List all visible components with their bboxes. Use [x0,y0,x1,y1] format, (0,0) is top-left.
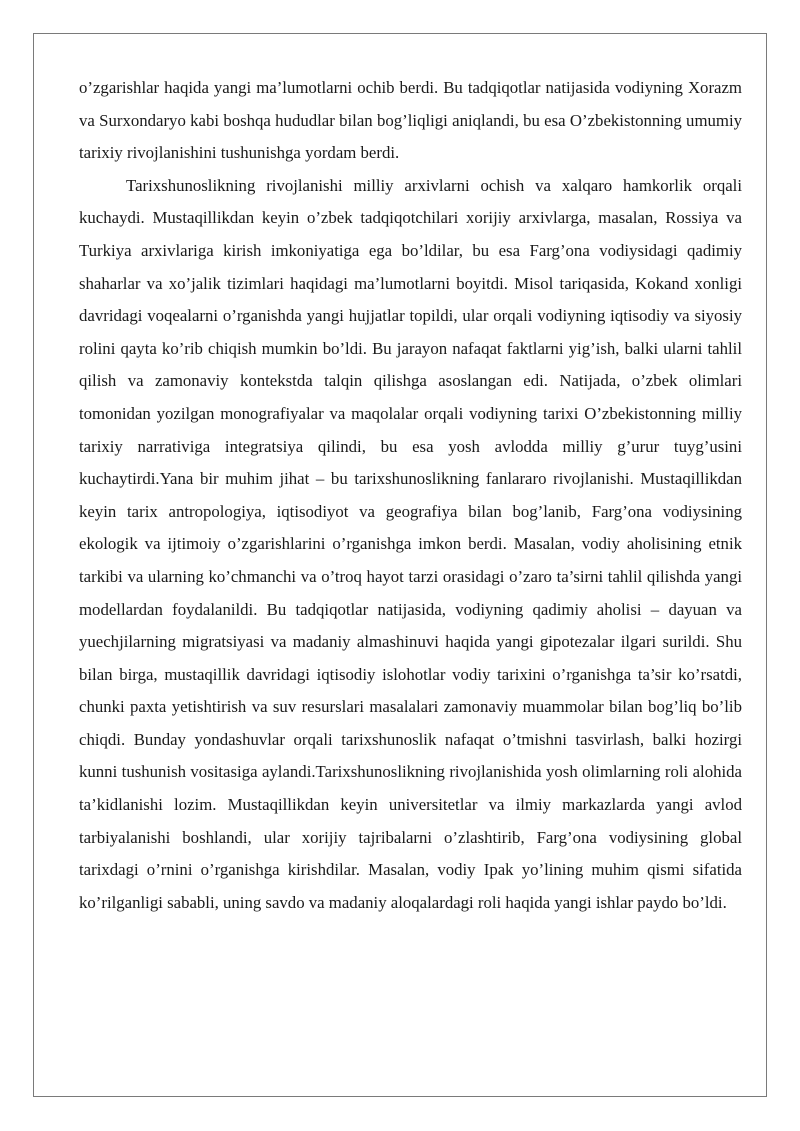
document-body [79,72,742,919]
paragraph-main: Tarixshunoslikning rivojlanishi milliy arxivlarni ochish va xalqaro hamkorlik orqali kuchaydi. Mustaqillikdan keyin o’zbek tadqiqotchilari xorijiy arxivlarga, masalan, Rossiya va Turkiya arxivlariga kirish imkoniyatiga ega bo’ldilar, bu esa Farg’ona vodiysidagi qadimiy shaharlar va xo’jalik tizimlari haqidagi ma’lumotlarni boyitdi. Misol tariqasida, Kokand xonligi davridagi voqealarni o’rganishda yangi hujjatlar topildi, ular orqali vodiyning iqtisodiy va siyosiy rolini qayta ko’rib chiqish mumkin bo’ldi. Bu jarayon nafaqat faktlarni yig’ish, balki ularni tahlil qilish va zamonaviy kontekstda talqin qilishga asoslangan edi. Natijada, o’zbek olimlari tomonidan yozilgan monografiyalar va maqolalar orqali vodiyning tarixi O’zbekistonning milliy tarixiy narrativiga integratsiya qilindi, bu esa yosh avlodda milliy g’urur tuyg’usini kuchaytirdi.Yana bir muhim jihat – bu tarixshunoslikning fanlararo rivojlanishi. Mustaqillikdan keyin tarix antropologiya, iqtisodiyot va geografiya bilan bog’lanib, Farg’ona vodiysining ekologik va ijtimoiy o’zgarishlarini o’rganishga imkon berdi. Masalan, vodiy aholisining etnik tarkibi va ularning ko’chmanchi va o’troq hayot tarzi orasidagi o’zaro ta’sirni tahlil qilishda yangi modellardan foydalanildi. Bu tadqiqotlar natijasida, vodiyning qadimiy aholisi – dayuan va yuechjilarning migratsiyasi va madaniy almashinuvi haqida yangi gipotezalar ilgari surildi. Shu bilan birga, mustaqillik davridagi iqtisodiy islohotlar vodiy tarixini o’rganishga ta’sir ko’rsatdi, chunki paxta yetishtirish va suv resurslari masalalari zamonaviy muammolar bilan bog’liq bo’lib chiqdi. Bunday yondashuvlar orqali tarixshunoslik nafaqat o’tmishni tasvirlash, balki hozirgi kunni tushunish vositasiga aylandi.Tarixshunoslikning rivojlanishida yosh olimlarning roli alohida ta’kidlanishi lozim. Mustaqillikdan keyin universitetlar va ilmiy markazlarda yangi avlod tarbiyalanishi boshlandi, ular xorijiy tajribalarni o’zlashtirib, Farg’ona vodiysining global tarixdagi o’rnini o’rganishga kirishdilar. Masalan, vodiy Ipak yo’lining muhim qismi sifatida ko’rilganligi sababli, uning savdo va madaniy aloqalardagi roli haqida yangi ishlar paydo bo’ldi. [79,175,742,912]
paragraph-continuation: o’zgarishlar haqida yangi ma’lumotlarni ochib berdi. Bu tadqiqotlar natijasida vodiyning Xorazm va Surxondaryo kabi boshqa hududlar bilan bog’liqligi aniqlandi, bu esa O’zbekistonning umumiy tarixiy rivojlanishini tushunishga yordam berdi. [79,78,742,163]
